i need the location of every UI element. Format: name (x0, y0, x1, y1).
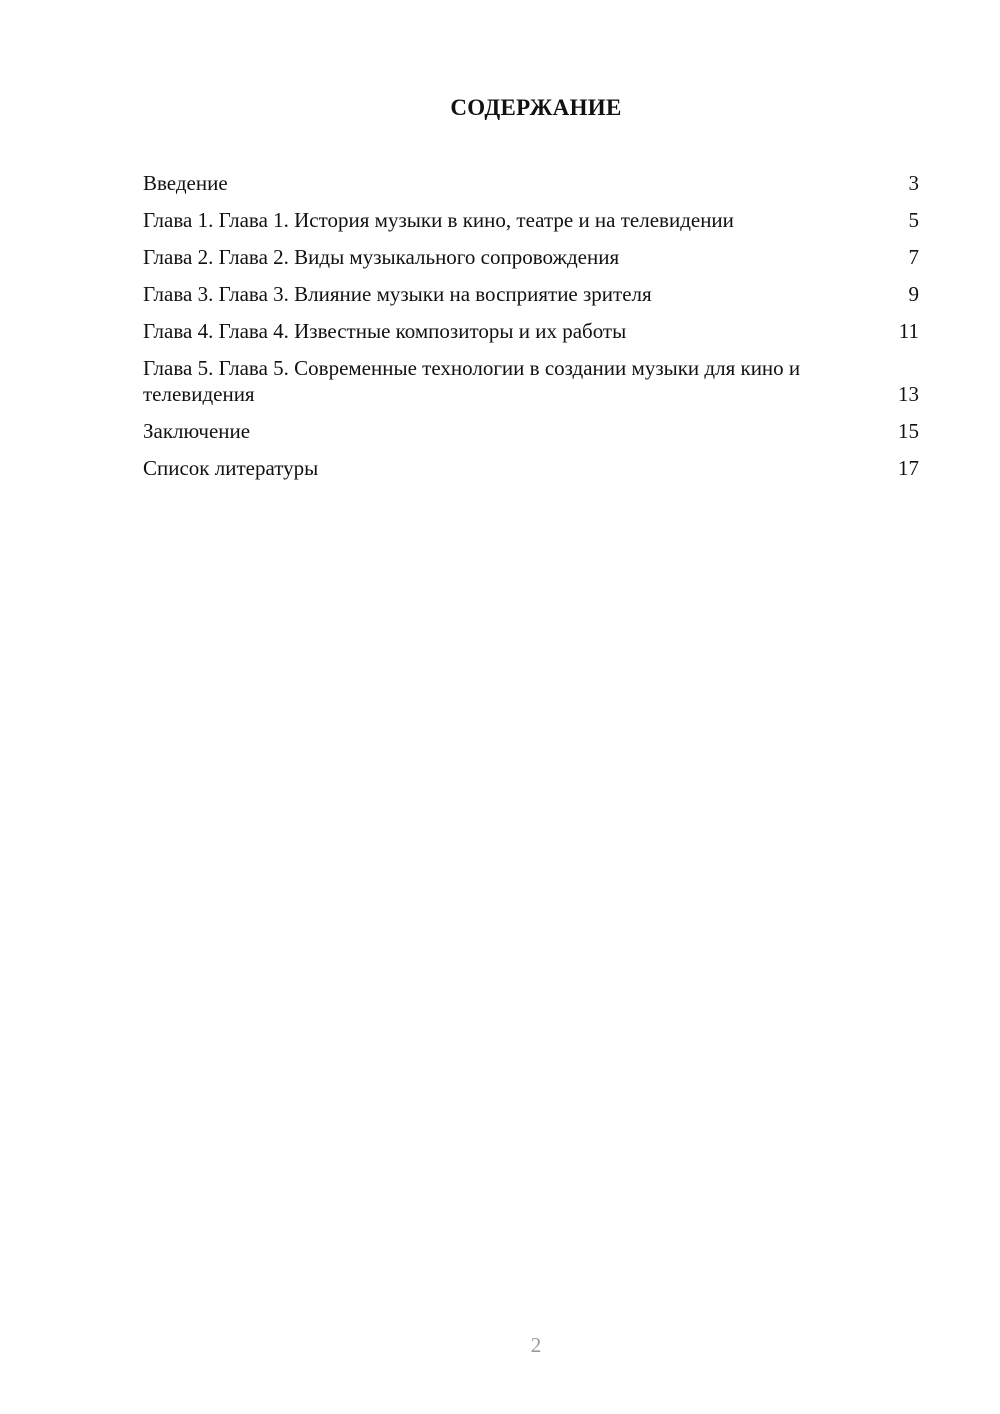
toc-entry-chapter-5 (143, 355, 919, 407)
toc-entry-label: Введение (143, 171, 228, 195)
toc-entry-chapter-1 (143, 207, 919, 233)
toc-entry-label: Глава 4. Глава 4. Известные композиторы и их работы (143, 319, 627, 343)
toc-entry-page: 11 (898, 319, 919, 343)
toc-entry-chapter-3 (143, 281, 919, 307)
toc-entry-page: 3 (908, 171, 919, 195)
toc-entry-label: Заключение (143, 419, 251, 443)
toc-entry-page: 9 (908, 282, 919, 306)
toc-entry-label: Глава 1. Глава 1. История музыки в кино, театре и на телевидении (143, 208, 734, 232)
toc-entry-page: 13 (898, 382, 919, 406)
toc-entry-references (143, 455, 919, 481)
toc-entry-page: 7 (908, 245, 919, 269)
page-title: СОДЕРЖАНИЕ (450, 95, 622, 120)
toc-entry-page: 15 (898, 419, 919, 443)
toc-entry-chapter-2 (143, 244, 919, 270)
toc-entry-label: Глава 2. Глава 2. Виды музыкального сопровождения (143, 245, 620, 269)
toc-entry-introduction (143, 170, 919, 196)
toc-entry-page: 17 (898, 456, 919, 480)
toc-entry-conclusion (143, 418, 919, 444)
toc-entry-page: 5 (908, 208, 919, 232)
toc-entry-chapter-4 (143, 318, 919, 344)
table-of-contents (143, 170, 919, 492)
page-number: 2 (530, 1333, 542, 1357)
toc-entry-label: Глава 5. Глава 5. Современные технологии в создании музыки для кино и телевидения (143, 356, 801, 406)
toc-entry-label: Список литературы (143, 456, 319, 480)
toc-entry-label: Глава 3. Глава 3. Влияние музыки на восприятие зрителя (143, 282, 652, 306)
